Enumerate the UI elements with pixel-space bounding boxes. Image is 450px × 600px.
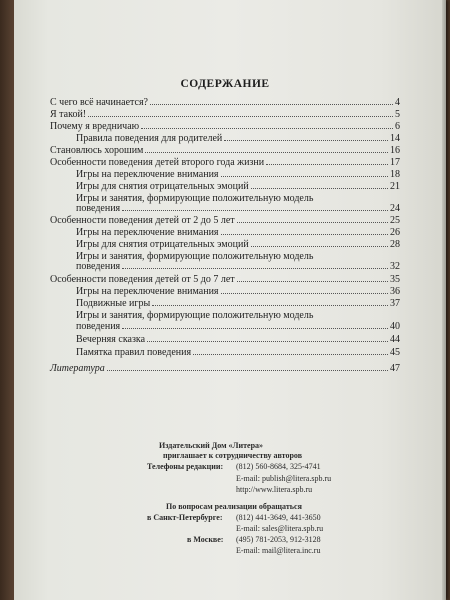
toc-entry: Особенности поведения детей второго года жизни 17	[50, 157, 400, 168]
sales-heading: По вопросам реализации обращаться	[166, 502, 302, 511]
toc-entry: Игры на переключение внимания 36	[76, 286, 400, 297]
toc-entry: Вечерняя сказка 44	[76, 334, 400, 345]
msk-label: в Москве:	[187, 535, 224, 544]
msk-email: E-mail: mail@litera.inc.ru	[236, 546, 321, 555]
msk-phones: (495) 781-2053, 912-3128	[236, 535, 321, 544]
toc-entry: Правила поведения для родителей 14	[76, 133, 400, 144]
toc-entry: Становлюсь хорошим 16	[50, 145, 400, 156]
toc-entry: Почему я вредничаю 6	[50, 121, 400, 132]
toc-entry: Особенности поведения детей от 5 до 7 лет 35	[50, 274, 400, 285]
toc-entry: Подвижные игры 37	[76, 298, 400, 309]
spb-phones: (812) 441-3649, 441-3650	[236, 513, 321, 522]
email-value: E-mail: publish@litera.spb.ru	[236, 474, 332, 483]
toc-entry: Игры и занятия, формирующие положительную модель	[76, 251, 314, 262]
toc-entry: Игры и занятия, формирующие положительную модель	[76, 310, 314, 321]
toc-entry: Игры на переключение внимания 18	[76, 169, 400, 180]
page-title: СОДЕРЖАНИЕ	[180, 78, 270, 90]
toc-entry: Игры и занятия, формирующие положительную модель	[76, 193, 314, 204]
web-value: http://www.litera.spb.ru	[236, 485, 313, 494]
publisher-name: Издательский Дом «Литера»	[159, 441, 264, 450]
toc-entry: Я такой! 5	[50, 109, 400, 120]
toc-entry: Игры для снятия отрицательных эмоций 28	[76, 239, 400, 250]
toc-entry: поведения 24	[76, 203, 400, 214]
phones-label: Телефоны редакции:	[147, 462, 224, 471]
toc-entry: поведения 32	[76, 261, 400, 272]
toc-entry: Памятка правил поведения 45	[76, 347, 400, 358]
invite-text: приглашает к сотрудничеству авторов	[163, 451, 303, 460]
spb-email: E-mail: sales@litera.spb.ru	[236, 524, 324, 533]
toc-entry: поведения 40	[76, 321, 400, 332]
toc-entry: Литература 47	[50, 363, 400, 374]
spb-label: в Санкт-Петербурге:	[147, 513, 223, 522]
toc-entry: Особенности поведения детей от 2 до 5 лет 25	[50, 215, 400, 226]
toc-entry: С чего всё начинается? 4	[50, 97, 400, 108]
toc-entry: Игры для снятия отрицательных эмоций 21	[76, 181, 400, 192]
toc-entry: Игры на переключение внимания 26	[76, 227, 400, 238]
phones-value: (812) 560-8684, 325-4741	[236, 462, 321, 471]
